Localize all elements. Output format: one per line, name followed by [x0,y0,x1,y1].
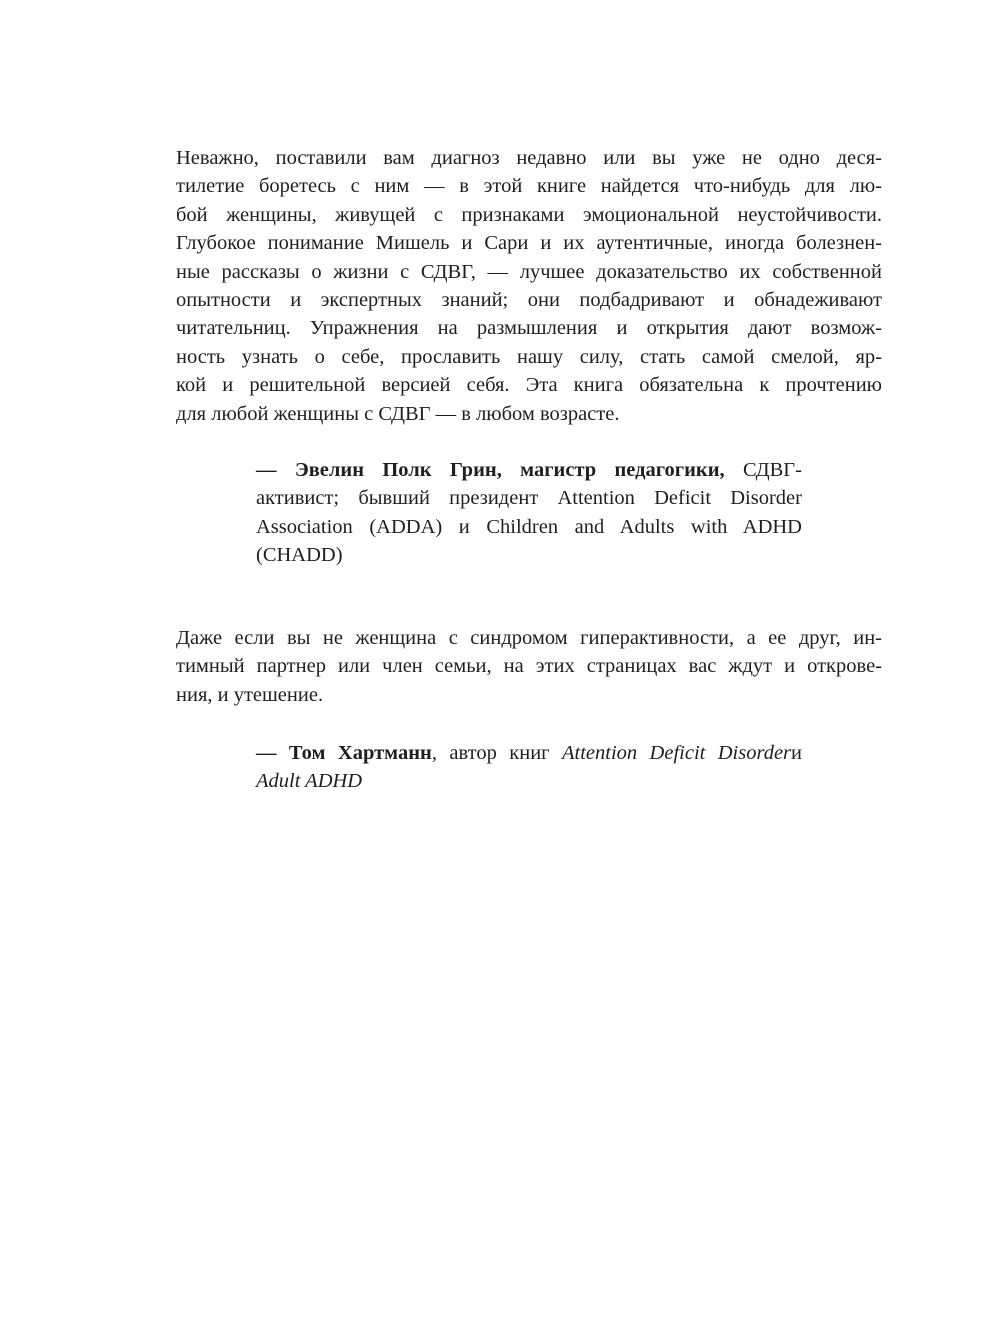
author-role: СДВГ- [724,459,802,481]
author-name: — Эвелин Полк Грин, магистр педагогики, [256,459,725,481]
quote-line: кой и решительной версией себя. Эта книга обязательна к прочтению [176,374,882,397]
conjunction: и [791,742,802,764]
book-title: Attention Deficit Disorder [561,742,792,764]
quote-line: Глубокое понимание Мишель и Сари и их аутентичные, иногда болезнен- [176,232,882,255]
endorsement-quote-1 [176,144,882,428]
attribution-line: (CHADD) [256,544,343,567]
endorsement-attribution-2 [256,739,802,796]
author-role: , автор книг [431,742,562,764]
quote-line: ния, и утешение. [176,683,324,706]
quote-line: для любой женщины с СДВГ — в любом возрасте. [176,402,620,425]
quote-line: опытности и экспертных знаний; они подбадривают и обнадеживают [176,288,882,311]
attribution-line [256,456,802,484]
quote-line: тилетие боретесь с ним — в этой книге найдется что-нибудь для лю- [176,175,882,198]
attribution-line: активист; бывший президент Attention Deficit Disorder [256,487,802,510]
quote-line: ность узнать о себе, прославить нашу силу, стать самой смелой, яр- [176,345,882,368]
quote-line: читательниц. Упражнения на размышления и открытия дают возмож- [176,317,882,340]
endorsement-attribution-1 [256,456,802,570]
attribution-line: Association (ADDA) и Children and Adults with ADHD [256,515,802,538]
endorsement-quote-2 [176,624,882,709]
quote-line: тимный партнер или член семьи, на этих страницах вас ждут и открове- [176,655,882,678]
quote-line: Неважно, поставили вам диагноз недавно или вы уже не одно деся- [176,147,882,169]
book-title: Adult ADHD [256,770,363,793]
attribution-line [256,739,802,767]
quote-line: бой женщины, живущей с признаками эмоциональной неустойчивости. [176,203,882,226]
quote-line: Даже если вы не женщина с синдромом гиперактивности, а ее друг, ин- [176,627,882,649]
author-name: — Том Хартманн [256,742,432,764]
quote-line: ные рассказы о жизни с СДВГ, — лучшее доказательство их собственной [176,260,882,283]
